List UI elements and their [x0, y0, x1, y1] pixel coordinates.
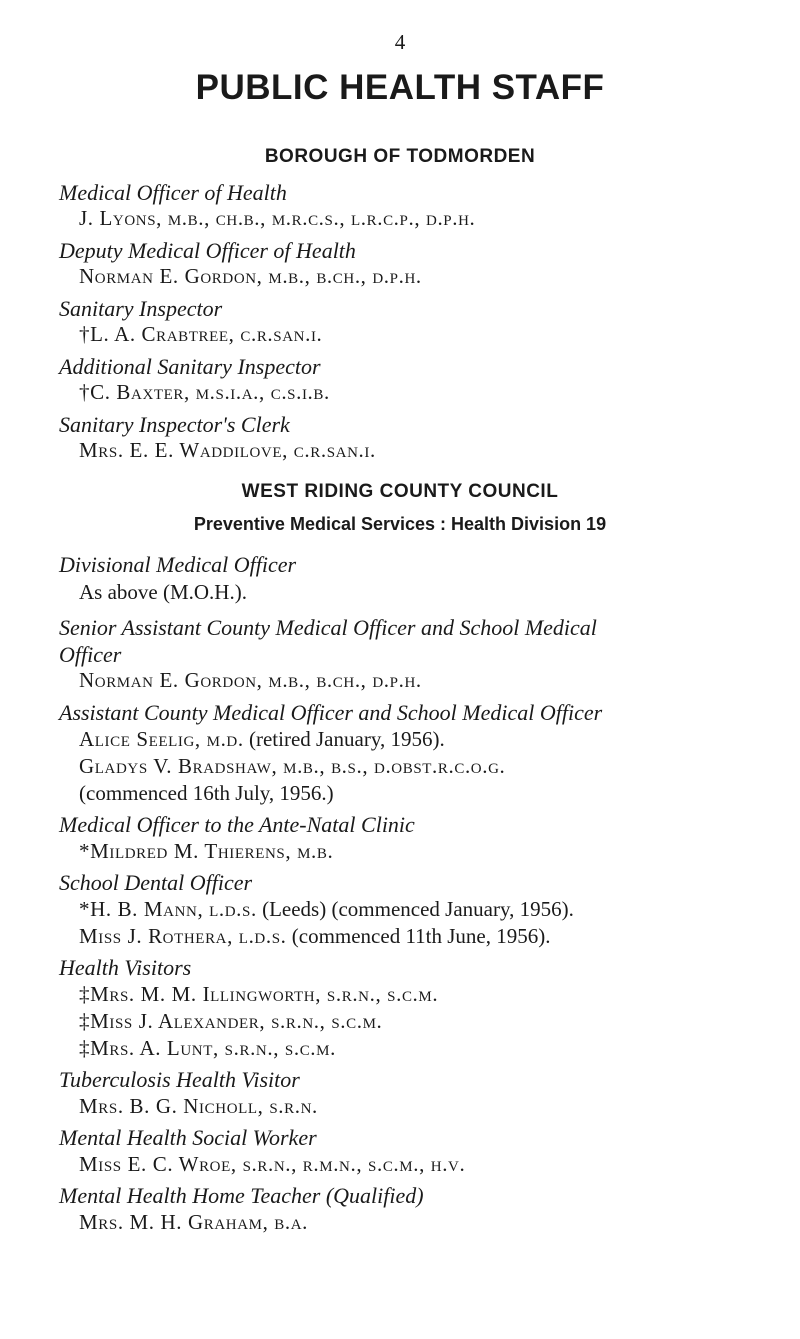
role-health-visitors: Health Visitors	[59, 955, 192, 980]
role-additional-sanitary-inspector: Additional Sanitary Inspector	[59, 354, 321, 379]
page-number: 4	[394, 30, 406, 54]
role-senior-assistant-line2: Officer	[59, 642, 122, 667]
person-health-visitor-3: ‡Mrs. A. Lunt, s.r.n., s.c.m.	[79, 1036, 336, 1060]
note-assistant-1: (retired January, 1956).	[243, 727, 445, 751]
person-assistant-2: Gladys V. Bradshaw, m.b., b.s., d.obst.r.c.o.g.	[79, 754, 506, 778]
role-divisional-medical-officer: Divisional Medical Officer	[59, 552, 297, 577]
note-divisional-medical-officer: As above (M.O.H.).	[79, 580, 247, 604]
person-senior-assistant: Norman E. Gordon, m.b., b.ch., d.p.h.	[79, 668, 422, 692]
role-assistant-county-medical-officer: Assistant County Medical Officer and School Medical Officer	[59, 700, 603, 725]
person-sanitary-inspector-clerk: Mrs. E. E. Waddilove, c.r.san.i.	[79, 438, 376, 462]
person-antenatal-clinic: *Mildred M. Thierens, m.b.	[79, 839, 334, 863]
person-tuberculosis-health-visitor: Mrs. B. G. Nicholl, s.r.n.	[79, 1094, 318, 1118]
person-mental-health-social-worker: Miss E. C. Wroe, s.r.n., r.m.n., s.c.m., h.v.	[79, 1152, 466, 1176]
role-medical-officer: Medical Officer of Health	[59, 180, 287, 205]
role-tuberculosis-health-visitor: Tuberculosis Health Visitor	[59, 1067, 300, 1092]
role-sanitary-inspector: Sanitary Inspector	[59, 296, 223, 321]
role-senior-assistant-line1: Senior Assistant County Medical Officer and School Medical	[59, 615, 597, 640]
entry-assistant-1	[79, 727, 445, 752]
role-mental-health-home-teacher	[59, 1183, 424, 1209]
role-school-dental-officer: School Dental Officer	[59, 870, 253, 895]
person-health-visitor-1: ‡Mrs. M. M. Illingworth, s.r.n., s.c.m.	[79, 982, 439, 1006]
person-mental-health-home-teacher: Mrs. M. H. Graham, b.a.	[79, 1210, 308, 1234]
person-dental-2: Miss J. Rothera, l.d.s.	[79, 924, 287, 948]
person-deputy-medical-officer: Norman E. Gordon, m.b., b.ch., d.p.h.	[79, 264, 422, 288]
role-sanitary-inspector-clerk: Sanitary Inspector's Clerk	[59, 412, 290, 437]
section-heading-county: WEST RIDING COUNTY COUNCIL	[241, 481, 559, 502]
subsection-heading: Preventive Medical Services : Health Division 19	[193, 514, 607, 534]
person-assistant-1: Alice Seelig, m.d.	[79, 727, 244, 751]
entry-dental-2	[79, 924, 551, 949]
role-deputy-medical-officer: Deputy Medical Officer of Health	[59, 238, 356, 263]
note-dental-1: (Leeds) (commenced January, 1956).	[256, 897, 574, 921]
qualifier-mental-health-home-teacher: (Qualified)	[325, 1183, 424, 1208]
page-title: PUBLIC HEALTH STAFF	[195, 68, 605, 107]
person-additional-sanitary-inspector: †C. Baxter, m.s.i.a., c.s.i.b.	[79, 380, 330, 404]
entry-dental-1	[79, 897, 574, 922]
person-dental-1: *H. B. Mann, l.d.s.	[79, 897, 257, 921]
person-health-visitor-2: ‡Miss J. Alexander, s.r.n., s.c.m.	[79, 1009, 383, 1033]
note-dental-2: (commenced 11th June, 1956).	[286, 924, 551, 948]
section-heading-borough: BOROUGH OF TODMORDEN	[264, 146, 536, 167]
role-mental-health-home-teacher-label: Mental Health Home Teacher	[59, 1183, 321, 1208]
person-medical-officer: J. Lyons, m.b., ch.b., m.r.c.s., l.r.c.p., d.p.h.	[79, 206, 476, 230]
person-sanitary-inspector: †L. A. Crabtree, c.r.san.i.	[79, 322, 323, 346]
note-assistant-2: (commenced 16th July, 1956.)	[79, 781, 334, 805]
role-mental-health-social-worker: Mental Health Social Worker	[59, 1125, 317, 1150]
role-antenatal-clinic: Medical Officer to the Ante-Natal Clinic	[59, 812, 415, 837]
